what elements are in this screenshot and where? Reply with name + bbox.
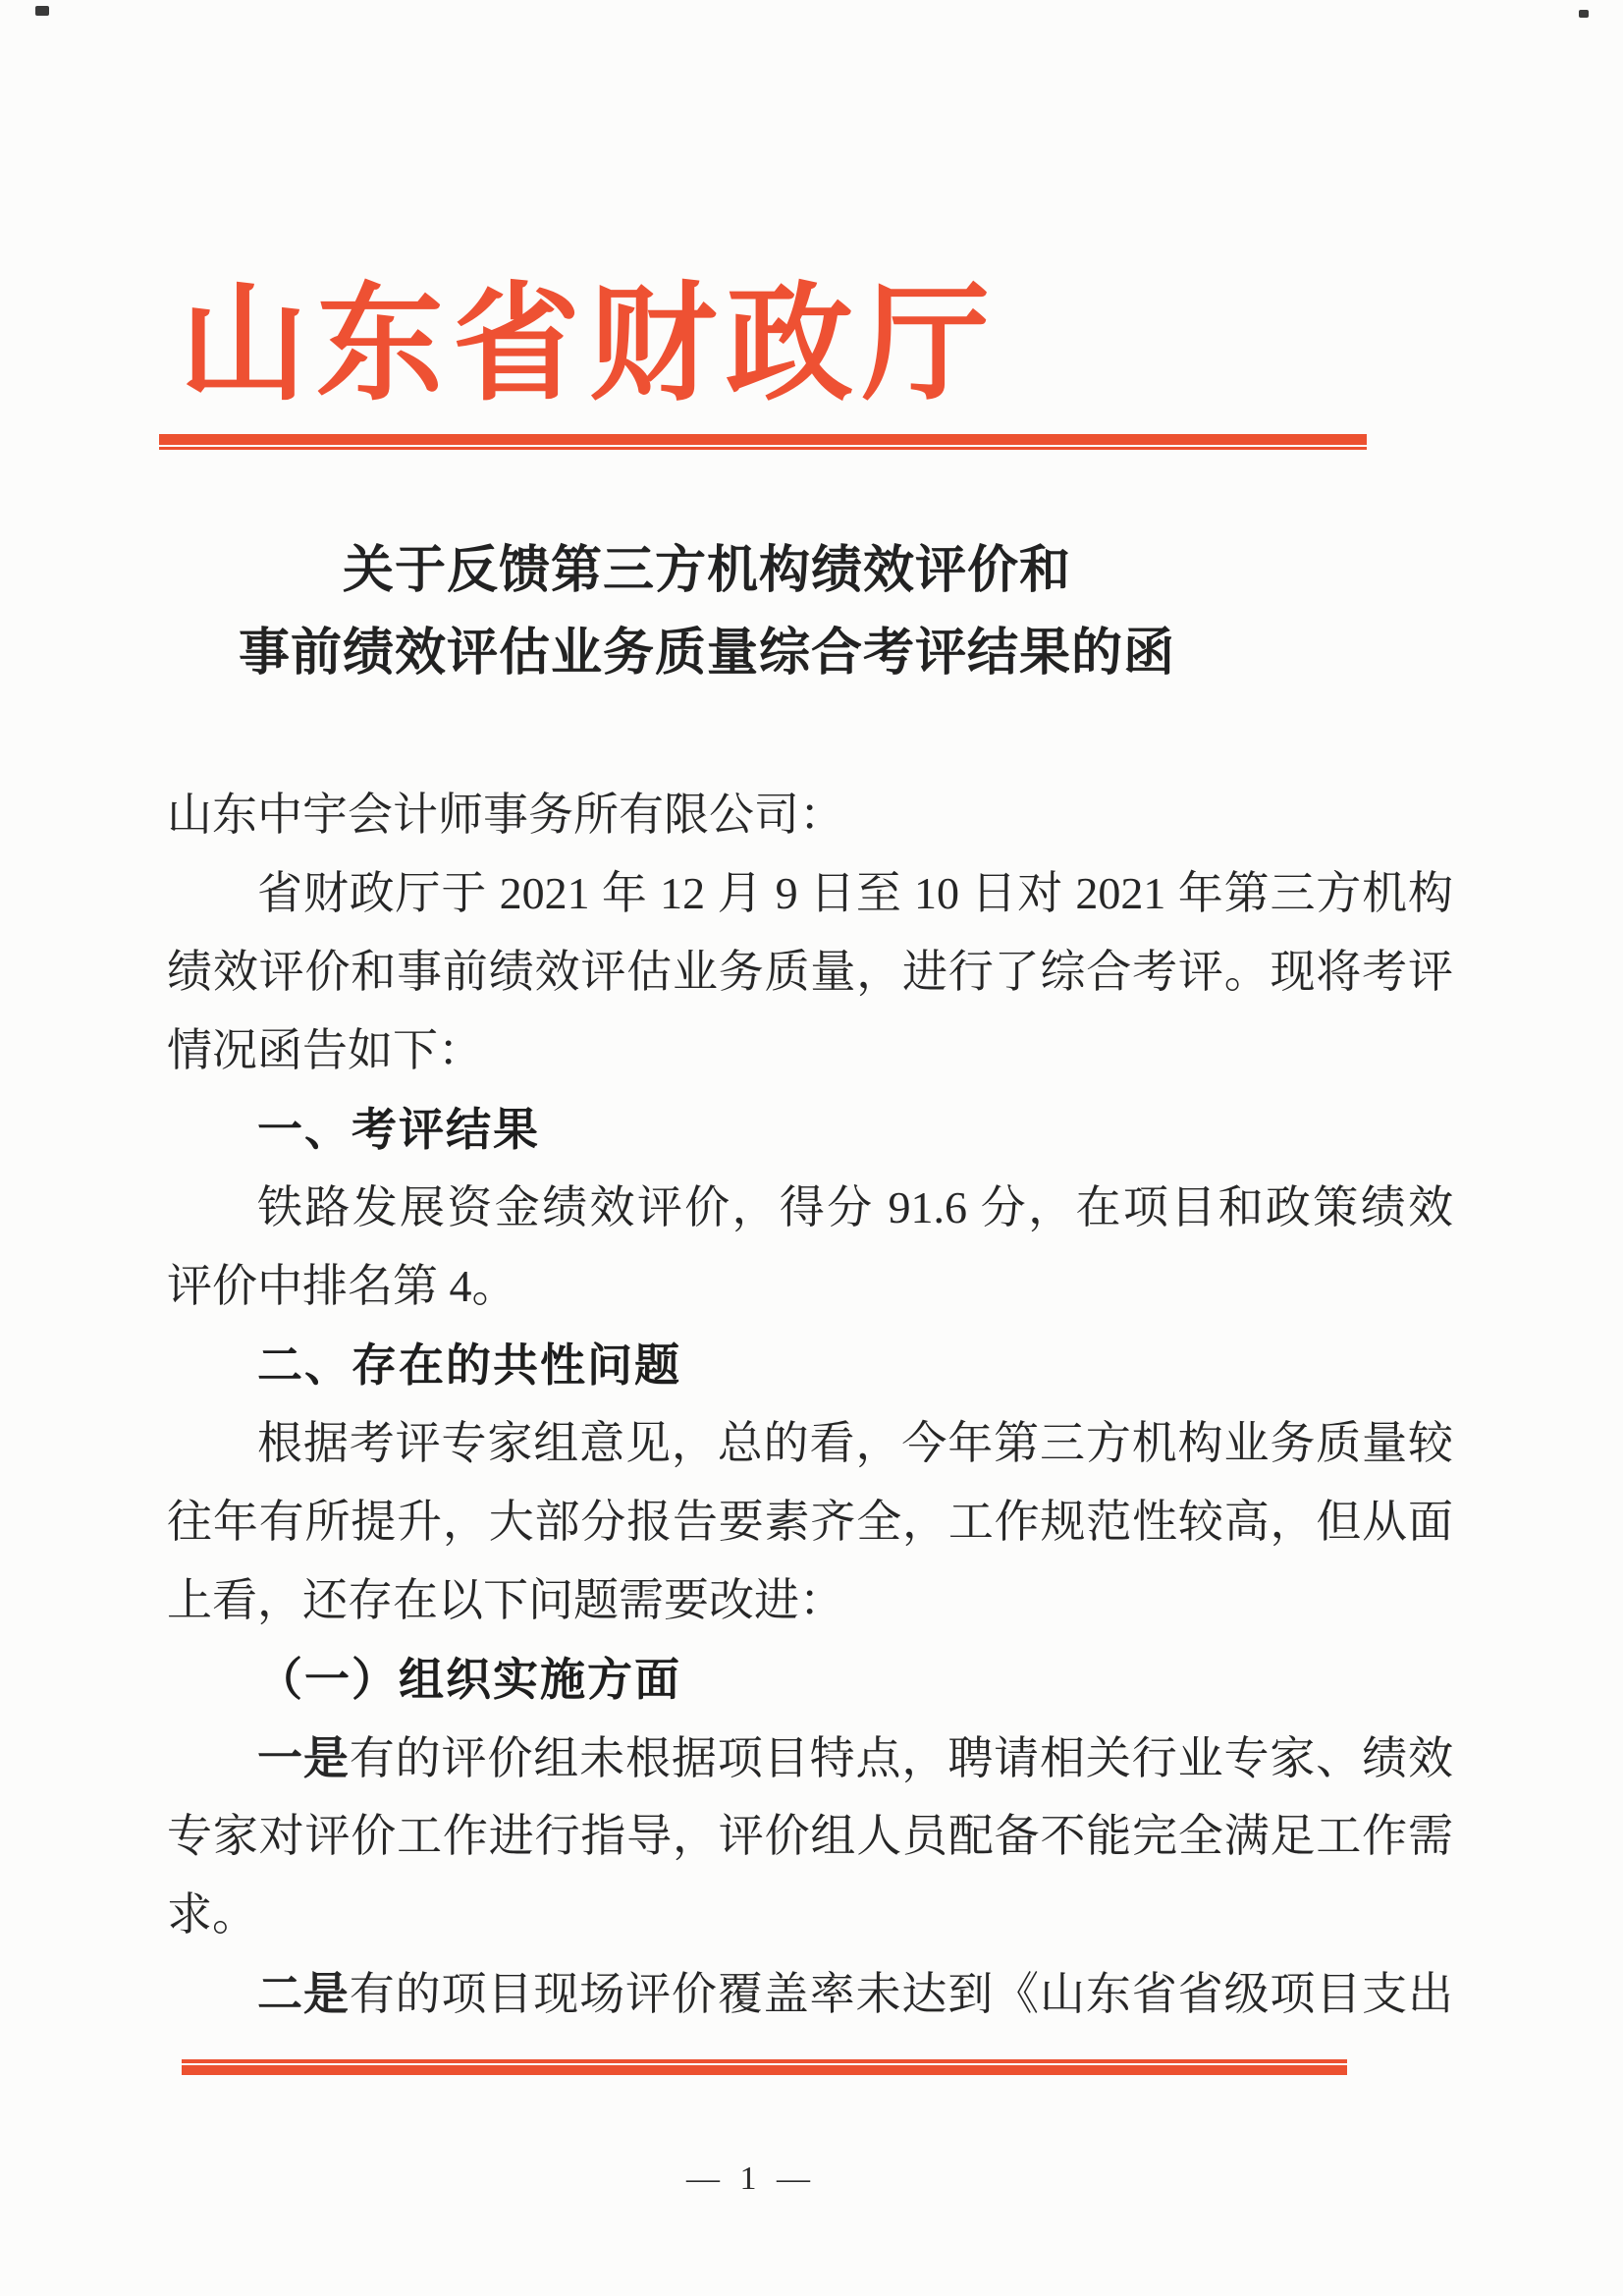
section-heading-text: 二、存在的共性问题: [257, 1339, 681, 1391]
body-line: [167, 1719, 1453, 1797]
section-heading-2: [167, 1326, 1453, 1404]
body-line: [167, 1876, 1453, 1954]
footer-separator-rule: [182, 2059, 1347, 2075]
body-line-text: 上看，还存在以下问题需要改进：: [167, 1575, 844, 1625]
scan-artifact: [35, 6, 49, 16]
body-line-text: 情况函告如下：: [167, 1025, 483, 1075]
section-heading-text: 一、考评结果: [257, 1104, 540, 1155]
body-line-text: 铁路发展资金绩效评价，得分 91.6 分，在项目和政策绩效: [257, 1182, 1453, 1232]
body-line-text: 评价中排名第 4。: [167, 1261, 517, 1311]
document-title: [0, 530, 1414, 695]
body-line-text: 有的评价组未根据项目特点，聘请相关行业专家、绩效: [349, 1733, 1454, 1783]
addressee-line: [167, 776, 1453, 854]
document-title-line-1: 关于反馈第三方机构绩效评价和: [342, 543, 1071, 599]
page-number: — 1 —: [686, 2160, 816, 2197]
body-line-text: 根据考评专家组意见，总的看，今年第三方机构业务质量较: [257, 1418, 1453, 1468]
body-line-text: 往年有所提升，大部分报告要素齐全，工作规范性较高，但从面: [167, 1497, 1453, 1547]
bold-lead: 一是: [257, 1732, 350, 1783]
letterhead-separator-rule: [159, 434, 1367, 450]
body-line: [167, 933, 1453, 1011]
body-line: [167, 1247, 1453, 1326]
rule-thin-line: [159, 447, 1367, 450]
body-line: [167, 1011, 1453, 1090]
body-line: [167, 854, 1453, 933]
section-heading-1: [167, 1090, 1453, 1169]
body-line-text: 求。: [167, 1889, 257, 1940]
document-title-line-2: 事前绩效评估业务质量综合考评结果的函: [238, 626, 1175, 682]
body-line: [167, 1404, 1453, 1483]
sub-section-heading: [167, 1640, 1453, 1719]
addressee-text: 山东中宇会计师事务所有限公司：: [167, 790, 844, 840]
body-line-text: 专家对评价工作进行指导，评价组人员配备不能完全满足工作需: [167, 1811, 1453, 1861]
body-line: [167, 1797, 1453, 1876]
scan-artifact: [1579, 10, 1589, 18]
bold-lead: 二是: [257, 1968, 350, 2019]
body-line-text: 绩效评价和事前绩效评估业务质量，进行了综合考评。现将考评: [167, 947, 1453, 997]
body-line: [167, 1561, 1453, 1640]
body-line: [167, 1483, 1453, 1561]
rule-thick-line: [182, 2065, 1347, 2075]
letter-body: [167, 776, 1453, 2033]
section-heading-text: （一）组织实施方面: [257, 1654, 681, 1705]
letterhead-agency-name: 山东省财政厅: [180, 275, 1000, 416]
rule-thick-line: [159, 434, 1367, 445]
body-line: [167, 1169, 1453, 1247]
body-line: [167, 1954, 1453, 2033]
body-line-text: 有的项目现场评价覆盖率未达到《山东省省级项目支出: [349, 1969, 1454, 2019]
body-line-text: 省财政厅于 2021 年 12 月 9 日至 10 日对 2021 年第三方机构: [257, 868, 1453, 918]
